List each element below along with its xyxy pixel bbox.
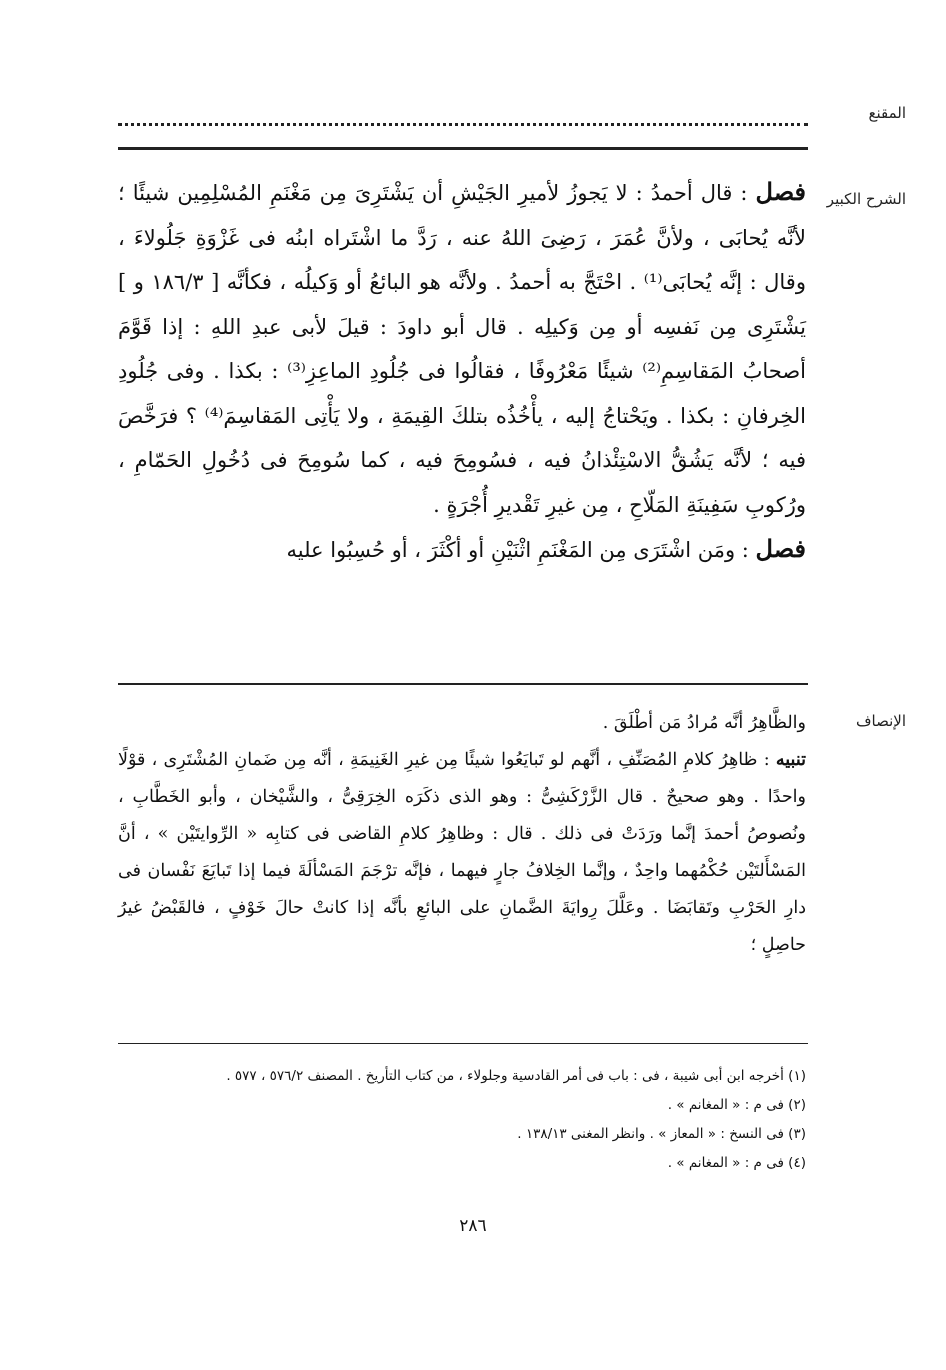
insaf-line-1: والظَّاهِرُ أنَّه مُرادُ مَن أطْلَقَ . xyxy=(602,713,806,733)
paragraph-2 xyxy=(118,527,806,573)
insaf-text xyxy=(118,705,806,964)
paragraph-1-body: : قال أحمدُ : لا يَجوزُ لأميرِ الجَيْشِ أن يَشْتَرِىَ مِن مَغْنَمِ المُسْلِمِين شيئًا ؛ لأنَّه يُحابَى ، ولأنَّ عُمَرَ ، رَضِىَ اللهُ عنه ، رَدَّ ما اشْتَراه ابنُه فى غَزْوَةِ جَلُولاءَ ، وقال : إنَّه يُحابَى⁽¹⁾ . احْتَجَّ به أحمدُ . ولأنَّه هو البائعُ أو وَكيلُه ، فكأنَّه [ ١٨٦/٣ و ] يَشْتَرِى مِن نَفسِه أو مِن وَكيلِه . قال أبو داودَ : قيلَ لأبى عبدِ اللهِ : إذا قَوَّمَ أصحابُ المَقاسِمِ⁽²⁾ شيئًا مَعْرُوفًا ، فقالُوا فى جُلُودِ الماعِزِ⁽³⁾ : بكذا . وفى جُلُودِ الخِرفانِ : بكذا . ويَحْتاجُ إليه ، يأْخُذُه بتلكَ القِيمَةِ ، ولا يَأْتِى المَقاسِمَ⁽⁴⁾ ؟ فرَخَّصَ فيه ؛ لأنَّه يَشُقُّ الاسْتِئْذانُ فيه ، فسُومِحَ فيه ، كما سُومِحَ فى دُخُولِ الحَمّامِ ، ورُكوبِ سَفِينَةِ المَلّاحِ ، مِن غيرِ تَقْديرِ أُجْرَةٍ . xyxy=(118,181,806,517)
page-number: ٢٨٦ xyxy=(459,1216,487,1236)
commentary-label: الشرح الكبير xyxy=(826,190,906,208)
footnotes xyxy=(118,1062,806,1178)
book-title-label: المقنع xyxy=(868,104,906,122)
footnote-3: (٣) فى النسخ : « المعاز » . وانظر المغنى ١٣٨/١٣ . xyxy=(517,1126,806,1142)
fasl-heading-2: فصل xyxy=(755,534,806,563)
tanbih-label: تنبيه xyxy=(775,750,806,770)
footnote-1: (١) أخرجه ابن أبى شيبة ، فى : باب فى أمر القادسية وجلولاء ، من كتاب التأريخ . المصنف ٥٧٦/٢ ، ٥٧٧ . xyxy=(226,1068,806,1084)
insaf-label: الإنصاف xyxy=(855,712,906,730)
tanbih-paragraph xyxy=(118,742,806,964)
paragraph-2-body: : ومَن اشْتَرَى مِن المَغْنَمِ اثْنَيْنِ أو أكْثَرَ ، أو حُسِبُوا عليه xyxy=(286,538,749,562)
commentary-text xyxy=(118,170,806,573)
fasl-heading: فصل xyxy=(755,177,806,206)
footnote-rule xyxy=(118,1043,808,1044)
paragraph-1 xyxy=(118,170,806,527)
footnote-4: (٤) فى م : « المغانم » . xyxy=(667,1155,806,1171)
header-rule xyxy=(118,147,808,150)
tanbih-body: : ظاهِرُ كلامِ المُصَنِّفِ ، أنَّهم لو تَبايَعُوا شيئًا مِن غيرِ الغَنِيمَةِ ، أنَّه مِن ضَمانِ المُشْتَرِى ، قوْلًا واحدًا . وهو صحيحٌ . قال الزَّرْكَشِىُّ : وهو الذى ذكَرَه الخِرَقِىُّ ، والشَّيْخان ، وأبو الخَطَّابِ ، ونُصوصُ أحمدَ إنَّما ورَدَتْ فى ذلك . قال : وظاهِرُ كلامِ القاضى فى كتابِه « الرِّوايتَيْن » ، أنَّ المَسْأَلتَيْن حُكْمُهما واحِدٌ ، وإنَّما الخِلافُ جارٍ فيهما ، فإنَّه ترْجَمَ المَسْألَةَ فيما إذا تَبايَعَ نَفْسان فى دارِ الحَرْبِ وتَقابَضَا . وعَلَّلَ رِوايَةَ الضَّمانِ على البائعِ بأنَّه إذا كانتْ حالَ خَوْفٍ ، فالقَبْضُ غيرُ حاصِلٍ ؛ xyxy=(118,750,806,955)
footnote-2: (٢) فى م : « المغانم » . xyxy=(667,1097,806,1113)
dotted-separator xyxy=(118,113,808,126)
section-divider xyxy=(118,683,808,685)
